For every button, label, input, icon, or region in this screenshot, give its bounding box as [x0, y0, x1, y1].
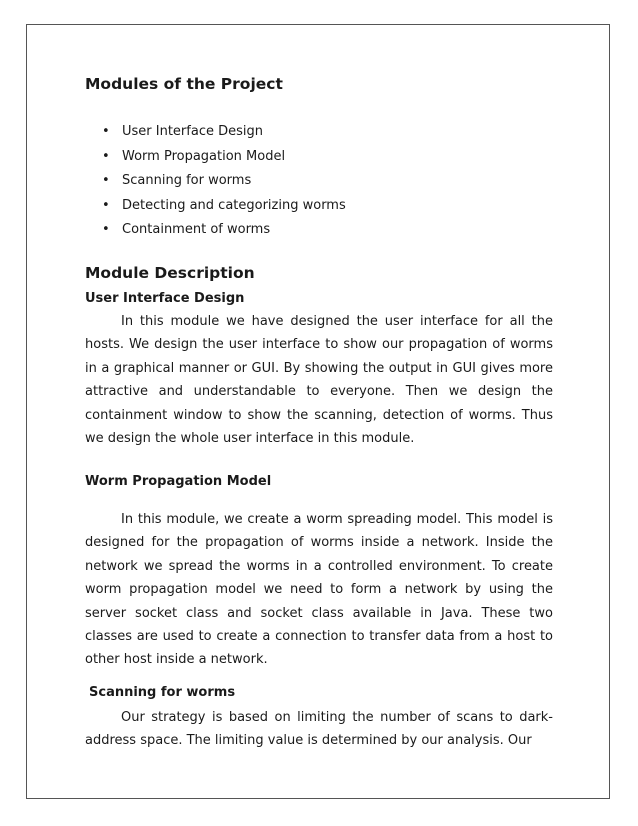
section-text-ui-design: In this module we have designed the user interface for all the hosts. We design the user interface to show our propagation of worms in a graphical manner or GUI. By showing the output in GUI gives more attractive and understandable to everyone. Then we design the containment window to show the scanning, detection of worms. Thus we design the whole user interface in this module.	[85, 314, 553, 447]
modules-heading: Modules of the Project	[85, 75, 283, 93]
list-item: • Worm Propagation Model	[85, 147, 346, 172]
section-heading-worm-propagation: Worm Propagation Model	[85, 474, 272, 489]
section-heading-ui-design: User Interface Design	[85, 291, 245, 306]
modules-list	[85, 122, 346, 245]
section-text-worm-propagation: In this module, we create a worm spreading model. This model is designed for the propagation of worms inside a network. Inside the network we spread the worms in a controlled environment. To create worm propagation model we need to form a network by using the server socket class and socket class available in Java. These two classes are used to create a connection to transfer data from a host to other host inside a network.	[85, 512, 553, 668]
module-description-heading: Module Description	[85, 264, 255, 282]
list-item: • Containment of worms	[85, 220, 346, 245]
section-text-scanning: Our strategy is based on limiting the number of scans to dark-address space. The limiting value is determined by our analysis. Our	[85, 710, 553, 749]
list-item: • User Interface Design	[85, 122, 346, 147]
section-heading-scanning: Scanning for worms	[89, 685, 236, 700]
list-item: • Detecting and categorizing worms	[85, 196, 346, 221]
list-item: • Scanning for worms	[85, 171, 346, 196]
